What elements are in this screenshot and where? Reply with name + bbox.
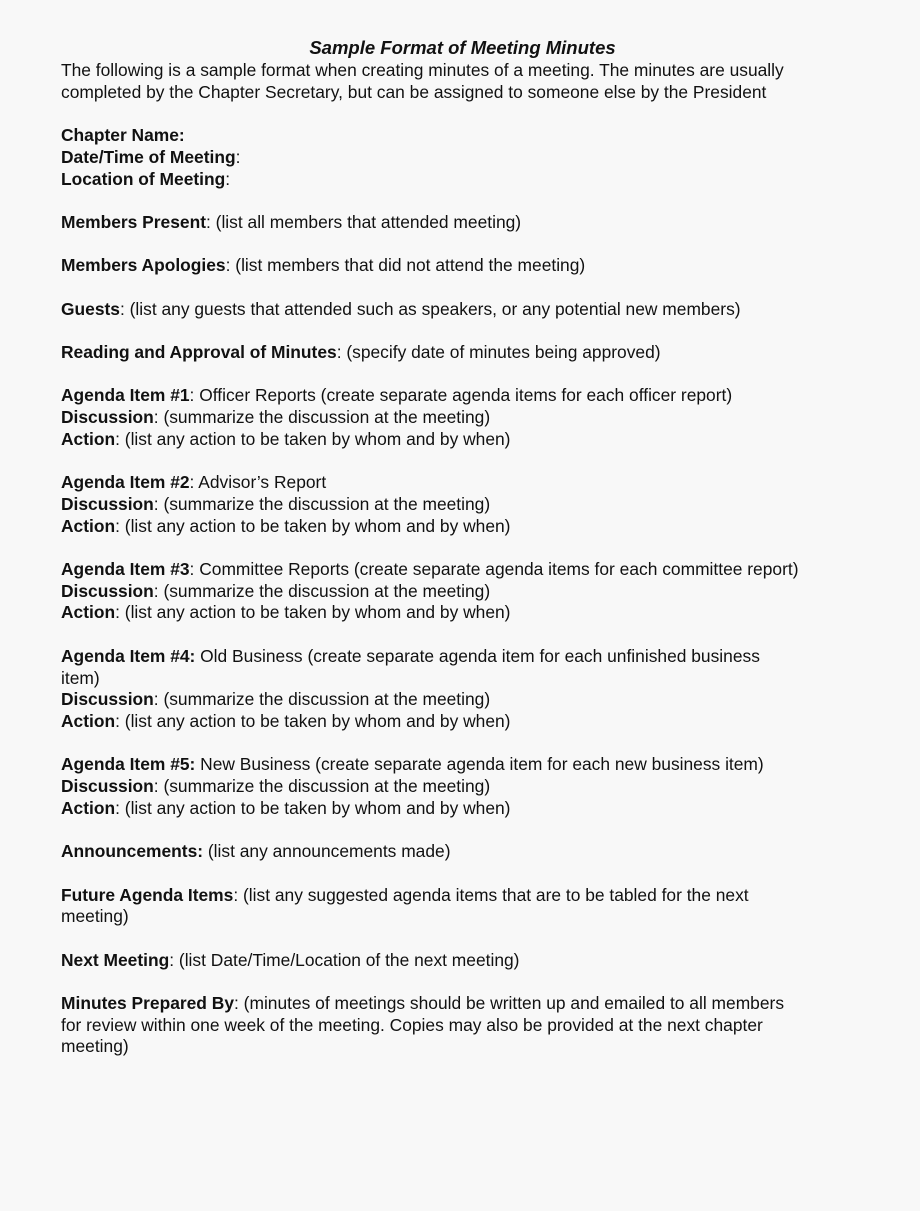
members-apologies-text: : (list members that did not attend the meeting) bbox=[225, 255, 586, 276]
spacer bbox=[61, 733, 866, 755]
announcements-label: Announcements: bbox=[61, 841, 204, 862]
next-meeting-label: Next Meeting bbox=[61, 949, 170, 970]
intro-line-1: The following is a sample format when creating minutes of a meeting. The minutes are usually bbox=[61, 60, 784, 80]
agenda-item-1 bbox=[61, 385, 866, 407]
discussion-text: : (summarize the discussion at the meeting) bbox=[153, 580, 491, 601]
discussion-line bbox=[61, 494, 866, 516]
discussion-label: Discussion bbox=[61, 689, 154, 710]
reading-approval bbox=[61, 342, 866, 364]
datetime-label: Date/Time of Meeting bbox=[61, 146, 236, 167]
reading-approval-text: : (specify date of minutes being approved) bbox=[336, 342, 661, 363]
discussion-line bbox=[61, 689, 866, 711]
spacer bbox=[61, 277, 866, 299]
agenda-item-5-text: New Business (create separate agenda item for each new business item) bbox=[195, 754, 764, 775]
next-meeting bbox=[61, 950, 866, 972]
future-agenda-continuation: meeting) bbox=[61, 906, 129, 927]
spacer bbox=[61, 320, 866, 342]
action-text: : (list any action to be taken by whom and by when) bbox=[115, 428, 511, 449]
minutes-prepared-line-2: for review within one week of the meeting. Copies may also be provided at the next chapter bbox=[61, 1014, 763, 1035]
spacer bbox=[61, 103, 866, 125]
spacer bbox=[61, 451, 866, 473]
field-datetime bbox=[61, 147, 866, 169]
action-label: Action bbox=[61, 602, 116, 623]
members-apologies bbox=[61, 255, 866, 277]
discussion-label: Discussion bbox=[61, 493, 154, 514]
members-present bbox=[61, 212, 866, 234]
chapter-name-label: Chapter Name: bbox=[61, 125, 185, 146]
action-label: Action bbox=[61, 515, 116, 536]
discussion-line bbox=[61, 776, 866, 798]
datetime-colon: : bbox=[235, 146, 241, 167]
field-location bbox=[61, 169, 866, 191]
agenda-item-3-label: Agenda Item #3 bbox=[61, 559, 190, 580]
agenda-item-2 bbox=[61, 472, 866, 494]
action-label: Action bbox=[61, 428, 116, 449]
agenda-item-4-text: Old Business (create separate agenda item for each unfinished business bbox=[195, 645, 760, 666]
discussion-label: Discussion bbox=[61, 776, 154, 797]
minutes-prepared-label: Minutes Prepared By bbox=[61, 993, 234, 1014]
members-present-text: : (list all members that attended meeting) bbox=[205, 211, 522, 232]
agenda-item-3-text: : Committee Reports (create separate agenda items for each committee report) bbox=[189, 559, 799, 580]
action-line bbox=[61, 798, 866, 820]
spacer bbox=[61, 624, 866, 646]
action-text: : (list any action to be taken by whom and by when) bbox=[115, 797, 511, 818]
minutes-prepared-line-3: meeting) bbox=[61, 1036, 129, 1057]
announcements bbox=[61, 841, 866, 863]
agenda-item-5 bbox=[61, 754, 866, 776]
discussion-label: Discussion bbox=[61, 580, 154, 601]
minutes-prepared-by bbox=[61, 993, 866, 1015]
spacer bbox=[61, 971, 866, 993]
discussion-text: : (summarize the discussion at the meeting) bbox=[153, 407, 491, 428]
spacer bbox=[61, 190, 866, 212]
action-line bbox=[61, 516, 866, 538]
future-agenda-items bbox=[61, 885, 866, 907]
action-line bbox=[61, 711, 866, 733]
agenda-item-4-continuation: item) bbox=[61, 667, 100, 688]
guests-label: Guests bbox=[61, 298, 120, 319]
action-text: : (list any action to be taken by whom and by when) bbox=[115, 710, 511, 731]
location-colon: : bbox=[225, 168, 231, 189]
location-label: Location of Meeting bbox=[61, 168, 226, 189]
spacer bbox=[61, 863, 866, 885]
action-text: : (list any action to be taken by whom and by when) bbox=[115, 515, 511, 536]
spacer bbox=[61, 364, 866, 386]
members-apologies-label: Members Apologies bbox=[61, 255, 226, 276]
spacer bbox=[61, 234, 866, 256]
spacer bbox=[61, 928, 866, 950]
agenda-item-3 bbox=[61, 559, 866, 581]
agenda-item-2-text: : Advisor’s Report bbox=[189, 472, 327, 493]
field-chapter-name bbox=[61, 125, 866, 147]
minutes-prepared-text: : (minutes of meetings should be written up and emailed to all members bbox=[234, 993, 785, 1014]
agenda-item-2-label: Agenda Item #2 bbox=[61, 472, 190, 493]
document-body bbox=[61, 60, 866, 1058]
discussion-line bbox=[61, 407, 866, 429]
action-label: Action bbox=[61, 710, 116, 731]
intro-line-2: completed by the Chapter Secretary, but can be assigned to someone else by the President bbox=[61, 81, 767, 102]
action-line bbox=[61, 429, 866, 451]
action-line bbox=[61, 602, 866, 624]
discussion-text: : (summarize the discussion at the meeting) bbox=[153, 689, 491, 710]
discussion-text: : (summarize the discussion at the meeting) bbox=[153, 493, 491, 514]
document-title: Sample Format of Meeting Minutes bbox=[309, 37, 616, 58]
spacer bbox=[61, 819, 866, 841]
agenda-item-4 bbox=[61, 646, 866, 668]
future-agenda-text: : (list any suggested agenda items that are to be tabled for the next bbox=[233, 884, 749, 905]
discussion-line bbox=[61, 581, 866, 603]
reading-approval-label: Reading and Approval of Minutes bbox=[61, 342, 337, 363]
guests bbox=[61, 299, 866, 321]
action-text: : (list any action to be taken by whom and by when) bbox=[115, 602, 511, 623]
guests-text: : (list any guests that attended such as speakers, or any potential new members) bbox=[119, 298, 741, 319]
agenda-item-1-label: Agenda Item #1 bbox=[61, 385, 190, 406]
discussion-label: Discussion bbox=[61, 407, 154, 428]
discussion-text: : (summarize the discussion at the meeting) bbox=[153, 776, 491, 797]
agenda-item-5-label: Agenda Item #5: bbox=[61, 754, 196, 775]
agenda-item-4-label: Agenda Item #4: bbox=[61, 645, 196, 666]
announcements-text: (list any announcements made) bbox=[203, 841, 451, 862]
next-meeting-text: : (list Date/Time/Location of the next meeting) bbox=[169, 949, 520, 970]
agenda-item-1-text: : Officer Reports (create separate agenda items for each officer report) bbox=[189, 385, 733, 406]
spacer bbox=[61, 537, 866, 559]
future-agenda-label: Future Agenda Items bbox=[61, 884, 234, 905]
members-present-label: Members Present bbox=[61, 211, 206, 232]
action-label: Action bbox=[61, 797, 116, 818]
